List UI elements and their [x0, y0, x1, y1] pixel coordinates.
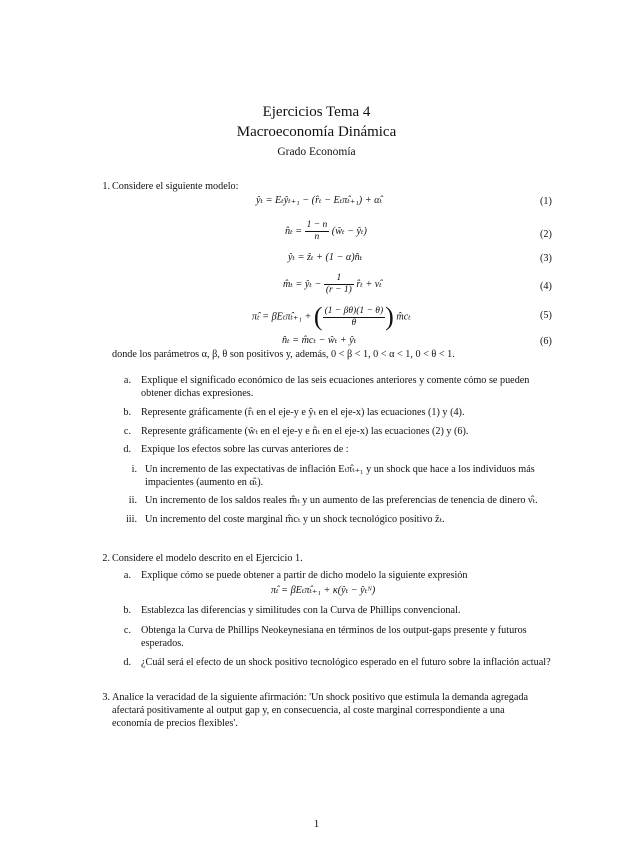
- eq5-head: = βEₜπ̂ₜ₊₁ +: [259, 311, 314, 323]
- eq5-close-paren: ): [385, 302, 394, 331]
- eq6-lhs: n̂ₜ: [282, 335, 290, 346]
- q2-item-a-label: a.: [123, 570, 131, 581]
- q3-text: Analice la veracidad de la siguiente afirmación: 'Un shock positivo que estimula la demanda agregada afectará positivamente al output gap y, en consecuencia, al coste marginal correspondiente a una economía de precios flexibles'.: [112, 692, 528, 729]
- equation-3-number: (3): [540, 253, 552, 264]
- eq4-head: = ŷₜ −: [292, 278, 324, 290]
- equation-5-number: (5): [540, 310, 552, 321]
- equation-5: [252, 302, 411, 332]
- q1-item-b-text: Represente gráficamente (r̂ₜ en el eje-y e ŷₜ en el eje-x) las ecuaciones (1) y (4).: [141, 407, 465, 418]
- eq6-rhs: = m̂cₜ − ŵₜ + ŷₜ: [289, 335, 357, 346]
- eq1-lhs: ŷₜ: [256, 195, 264, 206]
- document-title: Ejercicios Tema 4: [262, 104, 371, 120]
- equation-4-number: (4): [540, 281, 552, 292]
- eq3-lhs: ŷₜ: [288, 252, 296, 263]
- q2-item-d-text: ¿Cuál será el efecto de un shock positivo tecnológico esperado en el futuro sobre la inflación actual?: [141, 657, 551, 668]
- q1-item-a-text: Explique el significado económico de las seis ecuaciones anteriores y comente cómo se pueden obtener dichas expresiones.: [141, 375, 530, 399]
- q2-equation: π̂ₜ = βEₜπ̂ₜ₊₁ + κ(ŷₜ − ŷₜᴺ): [271, 585, 376, 596]
- q1-item-d-text: Expique los efectos sobre las curvas anteriores de :: [141, 444, 349, 455]
- equation-2: n̂ₜ = $\frac{1 - n}{n}$ (ŵₜ − ŷₜ): [285, 220, 367, 242]
- eq5-open-paren: (: [313, 302, 323, 331]
- eq4-tail: r̂ₜ + ν̂ₜ: [356, 278, 382, 290]
- q1-subitem-i-line1: Un incremento de las expectativas de inflación Eₜπ̂ₜ₊₁ y un shock que hace a los individuos más: [145, 464, 535, 475]
- q2-intro: Considere el modelo descrito en el Ejercicio 1.: [112, 553, 303, 564]
- eq5-lhs: π̂ₜ: [252, 311, 260, 323]
- eq1-rhs: = Eₜŷₜ₊₁ − (r̂ₜ − Eₜπ̂ₜ₊₁) + α̂ₜ: [263, 195, 382, 206]
- eq4-lhs: m̂ₜ: [283, 278, 293, 290]
- eq5-tail: m̂cₜ: [396, 311, 411, 323]
- equation-6-number: (6): [540, 336, 552, 347]
- eq2-lhs: n̂ₜ: [285, 225, 293, 237]
- eq4-fraction: $\frac{1}{(r - 1)}$: [325, 273, 352, 295]
- document-subtitle: Macroeconomía Dinámica: [236, 124, 397, 140]
- equation-1-number: (1): [540, 196, 552, 207]
- q1-item-a-label: a.: [123, 375, 131, 386]
- q1-number: 1.: [102, 181, 110, 192]
- q1-subitem-iii-label: iii.: [125, 514, 137, 525]
- q1-item-c-text: Represente gráficamente (ŵₜ en el eje-y e n̂ₜ en el eje-x) las ecuaciones (2) y (6).: [141, 426, 469, 437]
- q2-item-c-text: Obtenga la Curva de Phillips Neokeynesiana en términos de los output-gaps presente y futuros esperados.: [141, 625, 527, 649]
- q1-item-c-label: c.: [123, 426, 131, 437]
- eq3-rhs: = ẑₜ + (1 − α)n̂ₜ: [295, 252, 363, 263]
- q1-subitem-iii-line1: Un incremento del coste marginal m̂cₜ y un shock tecnológico positivo ẑₜ.: [145, 514, 445, 525]
- q3-number: 3.: [102, 692, 110, 703]
- q1-subitem-ii-label: ii.: [128, 495, 137, 506]
- eq2-fraction: $\frac{1 - n}{n}$: [306, 220, 328, 242]
- q1-subitem-ii-line1: Un incremento de los saldos reales m̂ₜ y un aumento de las preferencias de tenencia de dinero ν̂ₜ.: [145, 495, 538, 506]
- eq5-fraction: $\frac{(1 - \beta\theta)(1 - \theta)}{\theta}$: [324, 305, 384, 328]
- q2-number: 2.: [102, 553, 110, 564]
- equation-4: [283, 273, 382, 296]
- eq2-tail: (ŵₜ − ŷₜ): [331, 225, 367, 237]
- equation-1: [256, 195, 382, 206]
- equation-2-number: (2): [540, 229, 552, 240]
- page-number: 1: [313, 818, 320, 830]
- q1-subitem-i-line2: impacientes (aumento en α̂ₜ).: [145, 477, 264, 488]
- q2-item-c-label: c.: [123, 625, 131, 636]
- equation-6: [282, 335, 356, 346]
- equation-3: [288, 252, 362, 263]
- q1-item-b-label: b.: [123, 407, 131, 418]
- q1-subitem-i-label: i.: [131, 464, 137, 475]
- q2-item-d-label: d.: [123, 657, 131, 668]
- q2-item-b-label: b.: [123, 605, 131, 616]
- q1-params-note: donde los parámetros α, β, θ son positivos y, además, 0 < β < 1, 0 < α < 1, 0 < θ < 1.: [112, 349, 455, 360]
- q2-item-b-text: Establezca las diferencias y similitudes con la Curva de Phillips convencional.: [141, 605, 461, 616]
- q1-item-d-label: d.: [123, 444, 131, 455]
- document-degree: Grado Economía: [277, 146, 356, 158]
- q2-item-a-text: Explique cómo se puede obtener a partir de dicho modelo la siguiente expresión: [141, 570, 468, 581]
- q1-intro: Considere el siguiente modelo:: [112, 181, 239, 192]
